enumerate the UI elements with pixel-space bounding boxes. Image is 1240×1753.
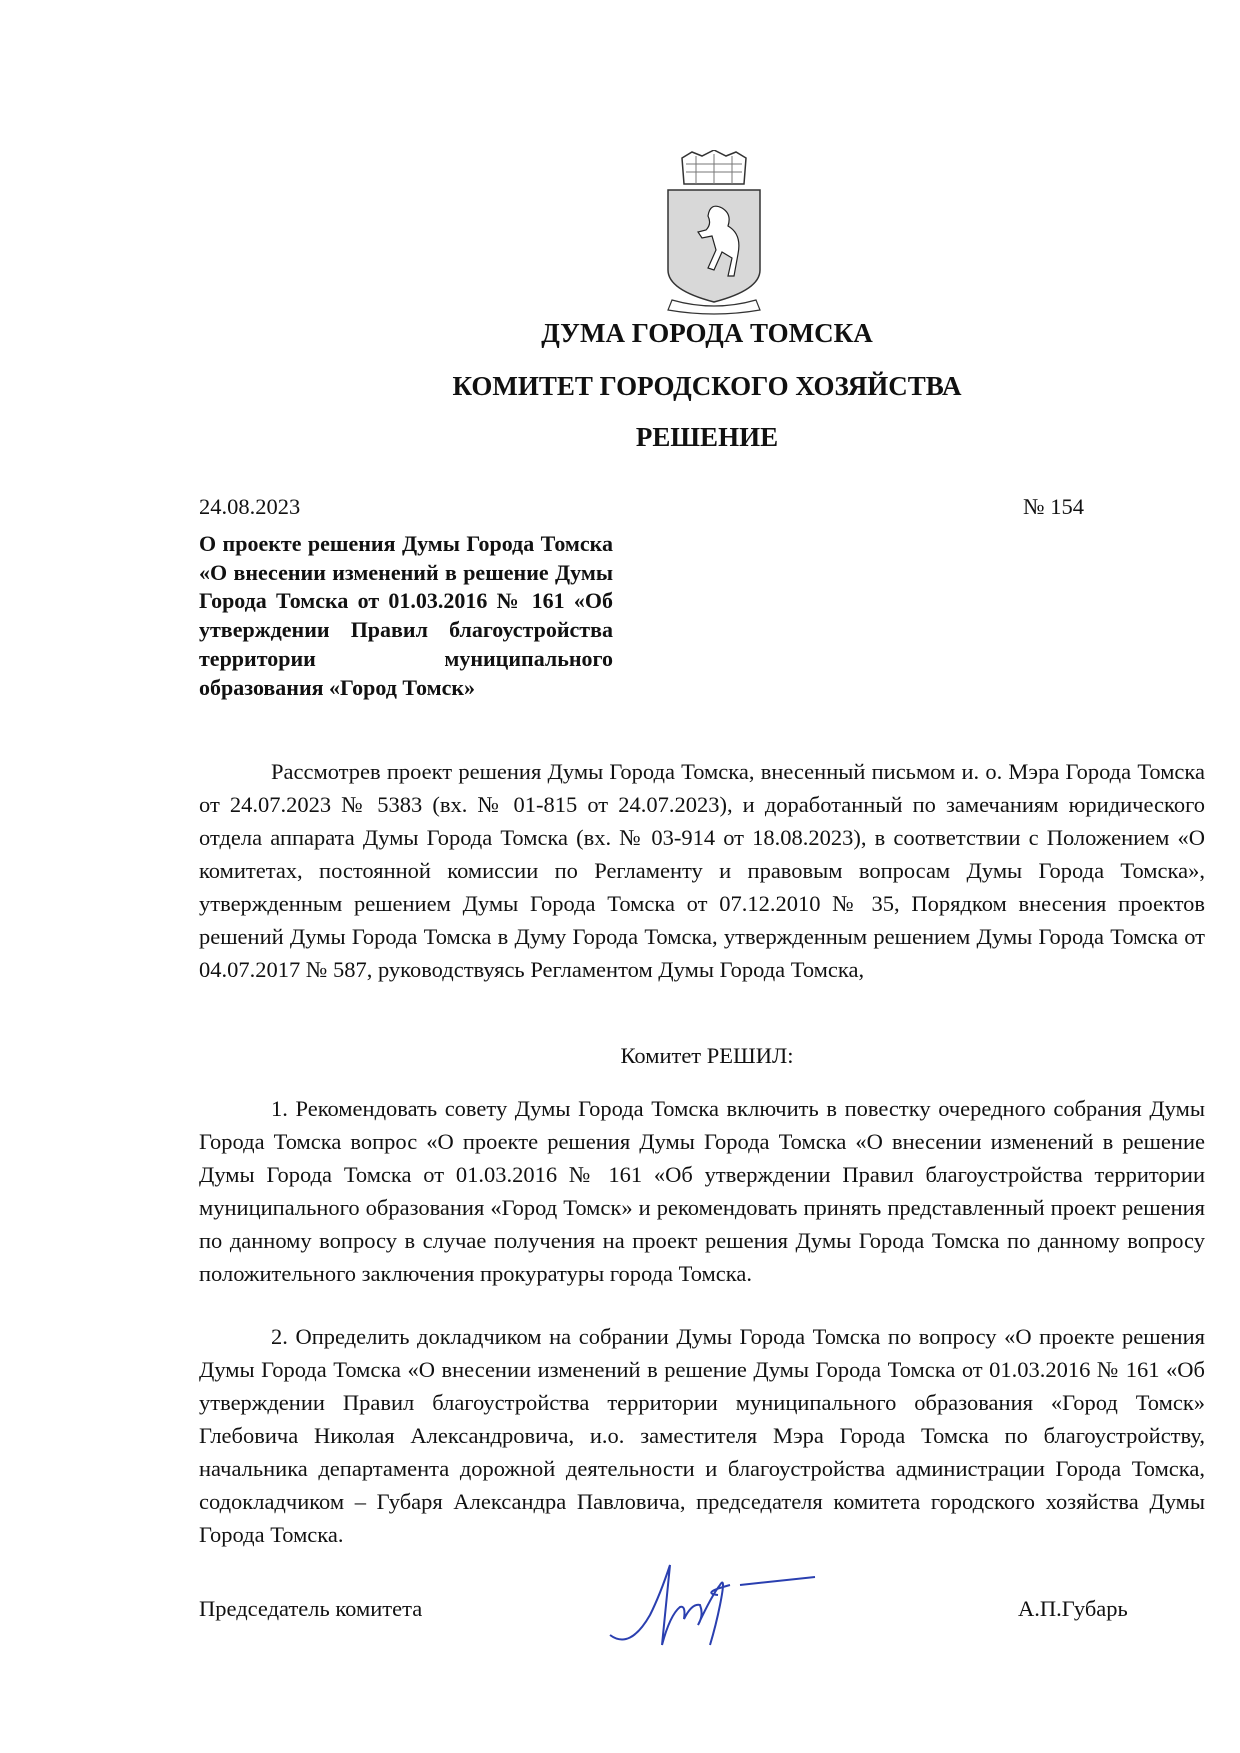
preamble-paragraph: Рассмотрев проект решения Думы Города Томска, внесенный письмом и. о. Мэра Города Томска от 24.07.2023 № 5383 (вх. № 01-815 от 24.07.2023), и доработанный по замечаниям юридического отдела аппарата Думы Города Томска (вх. № 03-914 от 18.08.2023), в соответствии с Положением «О комитетах, постоянной комиссии по Регламенту и правовым вопросам Думы Города Томска», утвержденным решением Думы Города Томска от 07.12.2010 № 35, Порядком внесения проектов решений Думы Города Томска в Думу Города Томска, утвержденным решением Думы Города Томска от 04.07.2017 № 587, руководствуясь Регламентом Думы Города Томска, bbox=[199, 759, 1205, 982]
resolution-item-1: 1. Рекомендовать совету Думы Города Томска включить в повестку очередного собрания Думы Города Томска вопрос «О проекте решения Думы Города Томска «О внесении изменений в решение Думы Города Томска от 01.03.2016 № 161 «Об утверждении Правил благоустройства территории муниципального образования «Город Томск» и рекомендовать принять представленный проект решения по данному вопросу в случае получения на проект решения Думы Города Томска по данному вопросу положительного заключения прокуратуры города Томска. bbox=[199, 1096, 1205, 1286]
signature-position: Председатель комитета bbox=[199, 1596, 423, 1621]
document-subject: О проекте решения Думы Города Томска «О внесении изменений в решение Думы Города Томска от 01.03.2016 № 161 «Об утверждении Правил благоустройства территории муниципального образования «Город Томск» bbox=[199, 531, 613, 700]
resolved-heading: Комитет РЕШИЛ: bbox=[620, 1043, 794, 1068]
committee-title: КОМИТЕТ ГОРОДСКОГО ХОЗЯЙСТВА bbox=[452, 371, 962, 401]
doc-type-title: РЕШЕНИЕ bbox=[635, 422, 779, 452]
document-date: 24.08.2023 bbox=[199, 494, 301, 519]
document-number: № 154 bbox=[1023, 494, 1084, 519]
signatory-name: А.П.Губарь bbox=[1018, 1596, 1128, 1621]
coat-of-arms-emblem bbox=[662, 150, 766, 315]
handwritten-signature bbox=[600, 1555, 820, 1655]
resolution-item-2: 2. Определить докладчиком на собрании Думы Города Томска по вопросу «О проекте решения Думы Города Томска «О внесении изменений в решение Думы Города Томска от 01.03.2016 № 161 «Об утверждении Правил благоустройства территории муниципального образования «Город Томск» Глебовича Николая Александровича, и.о. заместителя Мэра Города Томска по благоустройству, начальника департамента дорожной деятельности и благоустройства администрации Города Томска, содокладчиком – Губаря Александра Павловича, председателя комитета городского хозяйства Думы Города Томска. bbox=[199, 1324, 1205, 1547]
org-title: ДУМА ГОРОДА ТОМСКА bbox=[541, 318, 873, 348]
